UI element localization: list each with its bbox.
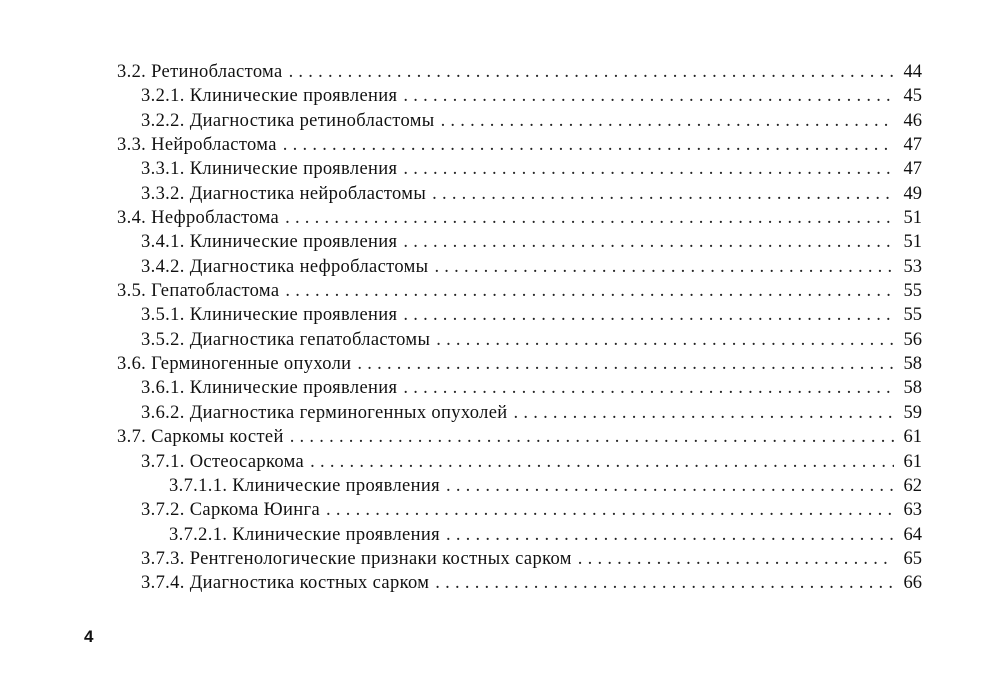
toc-entry (117, 60, 922, 84)
toc-entry (117, 425, 922, 449)
toc-entry-title: 3.3.2. Диагностика нейробластомы (141, 183, 427, 204)
page-folio-number: 4 (84, 627, 94, 646)
toc-page-number: 45 (903, 86, 922, 107)
toc-page-number: 44 (903, 62, 922, 82)
dot-leader (290, 425, 894, 449)
toc-entry (117, 255, 922, 279)
toc-entry-title: 3.5. Гепатобластома (117, 281, 280, 302)
toc-entry-title: 3.2.2. Диагностика ретинобластомы (141, 110, 435, 131)
dot-leader (435, 571, 894, 595)
dot-leader (403, 376, 894, 400)
toc-entry (117, 352, 922, 376)
dot-leader (403, 303, 894, 327)
dot-leader (285, 206, 894, 230)
toc-entry (117, 206, 922, 230)
toc-page-number: 59 (903, 402, 922, 423)
dot-leader (310, 450, 894, 474)
toc-page-number: 53 (903, 256, 922, 277)
toc-entry (117, 279, 922, 303)
toc-entry-title: 3.5.2. Диагностика гепатобластомы (141, 329, 431, 350)
dot-leader (403, 84, 894, 108)
toc-entry-title: 3.4. Нефробластома (117, 208, 280, 229)
dot-leader (289, 60, 894, 84)
dot-leader (446, 474, 894, 498)
dot-leader (441, 109, 894, 133)
dot-leader (446, 523, 894, 547)
toc-entry-title: 3.7.4. Диагностика костных сарком (141, 573, 430, 594)
toc-page-number: 62 (903, 475, 922, 496)
toc-page-number: 46 (903, 110, 922, 131)
toc-entry (117, 109, 922, 133)
toc-entry-title: 3.5.1. Клинические проявления (141, 305, 398, 326)
toc-entry (117, 157, 922, 181)
toc-entry-title: 3.6.1. Клинические проявления (141, 378, 398, 399)
toc-entry-title: 3.4.2. Диагностика нефробластомы (141, 256, 429, 277)
dot-leader (357, 352, 894, 376)
toc-page-number: 47 (903, 135, 922, 156)
toc-entry (117, 328, 922, 352)
dot-leader (436, 328, 894, 352)
toc-page-number: 64 (903, 524, 922, 545)
dot-leader (432, 182, 894, 206)
toc-page-number: 51 (903, 208, 922, 229)
toc-page-number: 55 (903, 281, 922, 302)
toc-page-number: 56 (903, 329, 922, 350)
toc-entry-title: 3.6. Герминогенные опухоли (117, 354, 352, 375)
table-of-contents (117, 60, 922, 596)
toc-entry-title: 3.7.1. Остеосаркома (141, 451, 305, 472)
toc-page-number: 63 (903, 500, 922, 521)
toc-entry (117, 401, 922, 425)
toc-entry-title: 3.4.1. Клинические проявления (141, 232, 398, 253)
toc-page-number: 65 (903, 548, 922, 569)
dot-leader (403, 157, 894, 181)
toc-entry (117, 450, 922, 474)
toc-entry-title: 3.7.2. Саркома Юинга (141, 500, 321, 521)
toc-page-number: 49 (903, 183, 922, 204)
toc-entry (117, 133, 922, 157)
toc-entry (117, 303, 922, 327)
toc-page-number: 47 (903, 159, 922, 180)
toc-entry-title: 3.7.2.1. Клинические проявления (169, 524, 440, 545)
toc-entry-title: 3.7. Саркомы костей (117, 427, 284, 448)
dot-leader (285, 279, 894, 303)
toc-entry-title: 3.2. Ретинобластома (117, 62, 283, 82)
toc-entry-title: 3.3.1. Клинические проявления (141, 159, 398, 180)
toc-entry (117, 84, 922, 108)
dot-leader (403, 230, 894, 254)
toc-entry-title: 3.7.1.1. Клинические проявления (169, 475, 440, 496)
toc-page-number: 58 (903, 354, 922, 375)
toc-entry (117, 547, 922, 571)
toc-entry (117, 571, 922, 595)
dot-leader (326, 498, 894, 522)
dot-leader (514, 401, 894, 425)
toc-entry (117, 523, 922, 547)
toc-entry-title: 3.6.2. Диагностика герминогенных опухолей (141, 402, 508, 423)
toc-page-number: 61 (903, 451, 922, 472)
toc-page-number: 51 (903, 232, 922, 253)
toc-entry-title: 3.7.3. Рентгенологические признаки костных сарком (141, 548, 572, 569)
toc-page-number: 61 (903, 427, 922, 448)
toc-entry (117, 498, 922, 522)
toc-entry (117, 474, 922, 498)
toc-entry (117, 376, 922, 400)
toc-page-number: 58 (903, 378, 922, 399)
toc-entry-title: 3.3. Нейробластома (117, 135, 277, 156)
dot-leader (283, 133, 894, 157)
toc-entry (117, 182, 922, 206)
dot-leader (578, 547, 894, 571)
toc-page-number: 66 (903, 573, 922, 594)
toc-entry-title: 3.2.1. Клинические проявления (141, 86, 398, 107)
toc-page-number: 55 (903, 305, 922, 326)
toc-entry (117, 230, 922, 254)
dot-leader (434, 255, 894, 279)
